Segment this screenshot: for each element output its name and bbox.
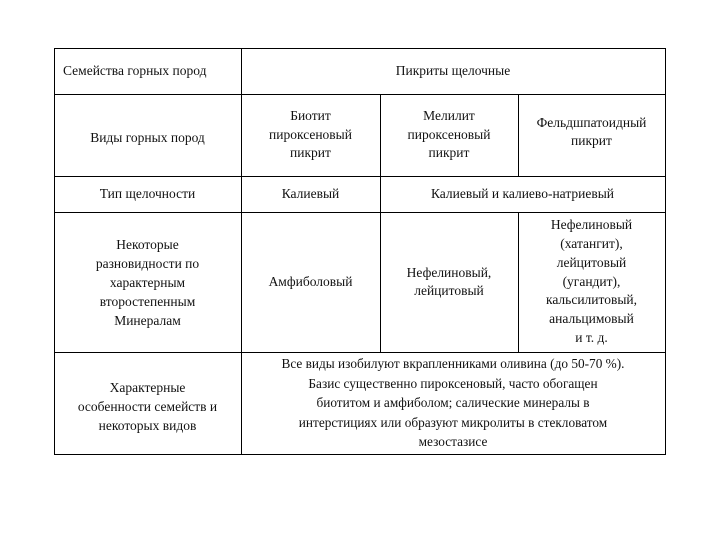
minerals-cell-amphibole: Амфиболовый	[268, 273, 353, 289]
alkalinity-label-cell: Тип щелочности	[99, 185, 196, 201]
minerals-cell-varieties: Нефелиновый (хатангит), лейцитовый (угандит), кальсилитовый, анальцимовый и т. д.	[545, 217, 638, 345]
species-cell-melilite: Мелилит пироксеновый пикрит	[407, 108, 491, 161]
header-label-cell: Семейства горных пород	[63, 62, 207, 78]
alkalinity-cell-potassic-sodic: Калиевый и калиево-натриевый	[430, 185, 615, 201]
features-label-cell: Характерные особенности семейств и некоторых видов	[77, 379, 218, 433]
features-description-cell: Все виды изобилуют вкрапленниками оливина (до 50-70 %). Базис существенно пироксеновый, часто обогащен биотитом и амфиболом; салические минералы в интерстициях или образуют микролиты в стекловатом мезостазисе	[281, 356, 625, 450]
species-cell-biotite: Биотит пироксеновый пикрит	[269, 108, 352, 161]
species-cell-feldspathoid: Фельдшпатоидный пикрит	[536, 114, 647, 148]
alkalinity-cell-potassic: Калиевый	[281, 185, 340, 201]
table-border-right	[665, 48, 666, 455]
minerals-label-cell: Некоторые разновидности по характерным второстепенным Минералам	[95, 236, 200, 328]
table-border-bottom	[54, 454, 666, 455]
minerals-cell-nepheline-leucite: Нефелиновый, лейцитовый	[406, 264, 492, 298]
header-family-cell: Пикриты щелочные	[395, 62, 511, 78]
species-label-cell: Виды горных пород	[90, 129, 205, 145]
